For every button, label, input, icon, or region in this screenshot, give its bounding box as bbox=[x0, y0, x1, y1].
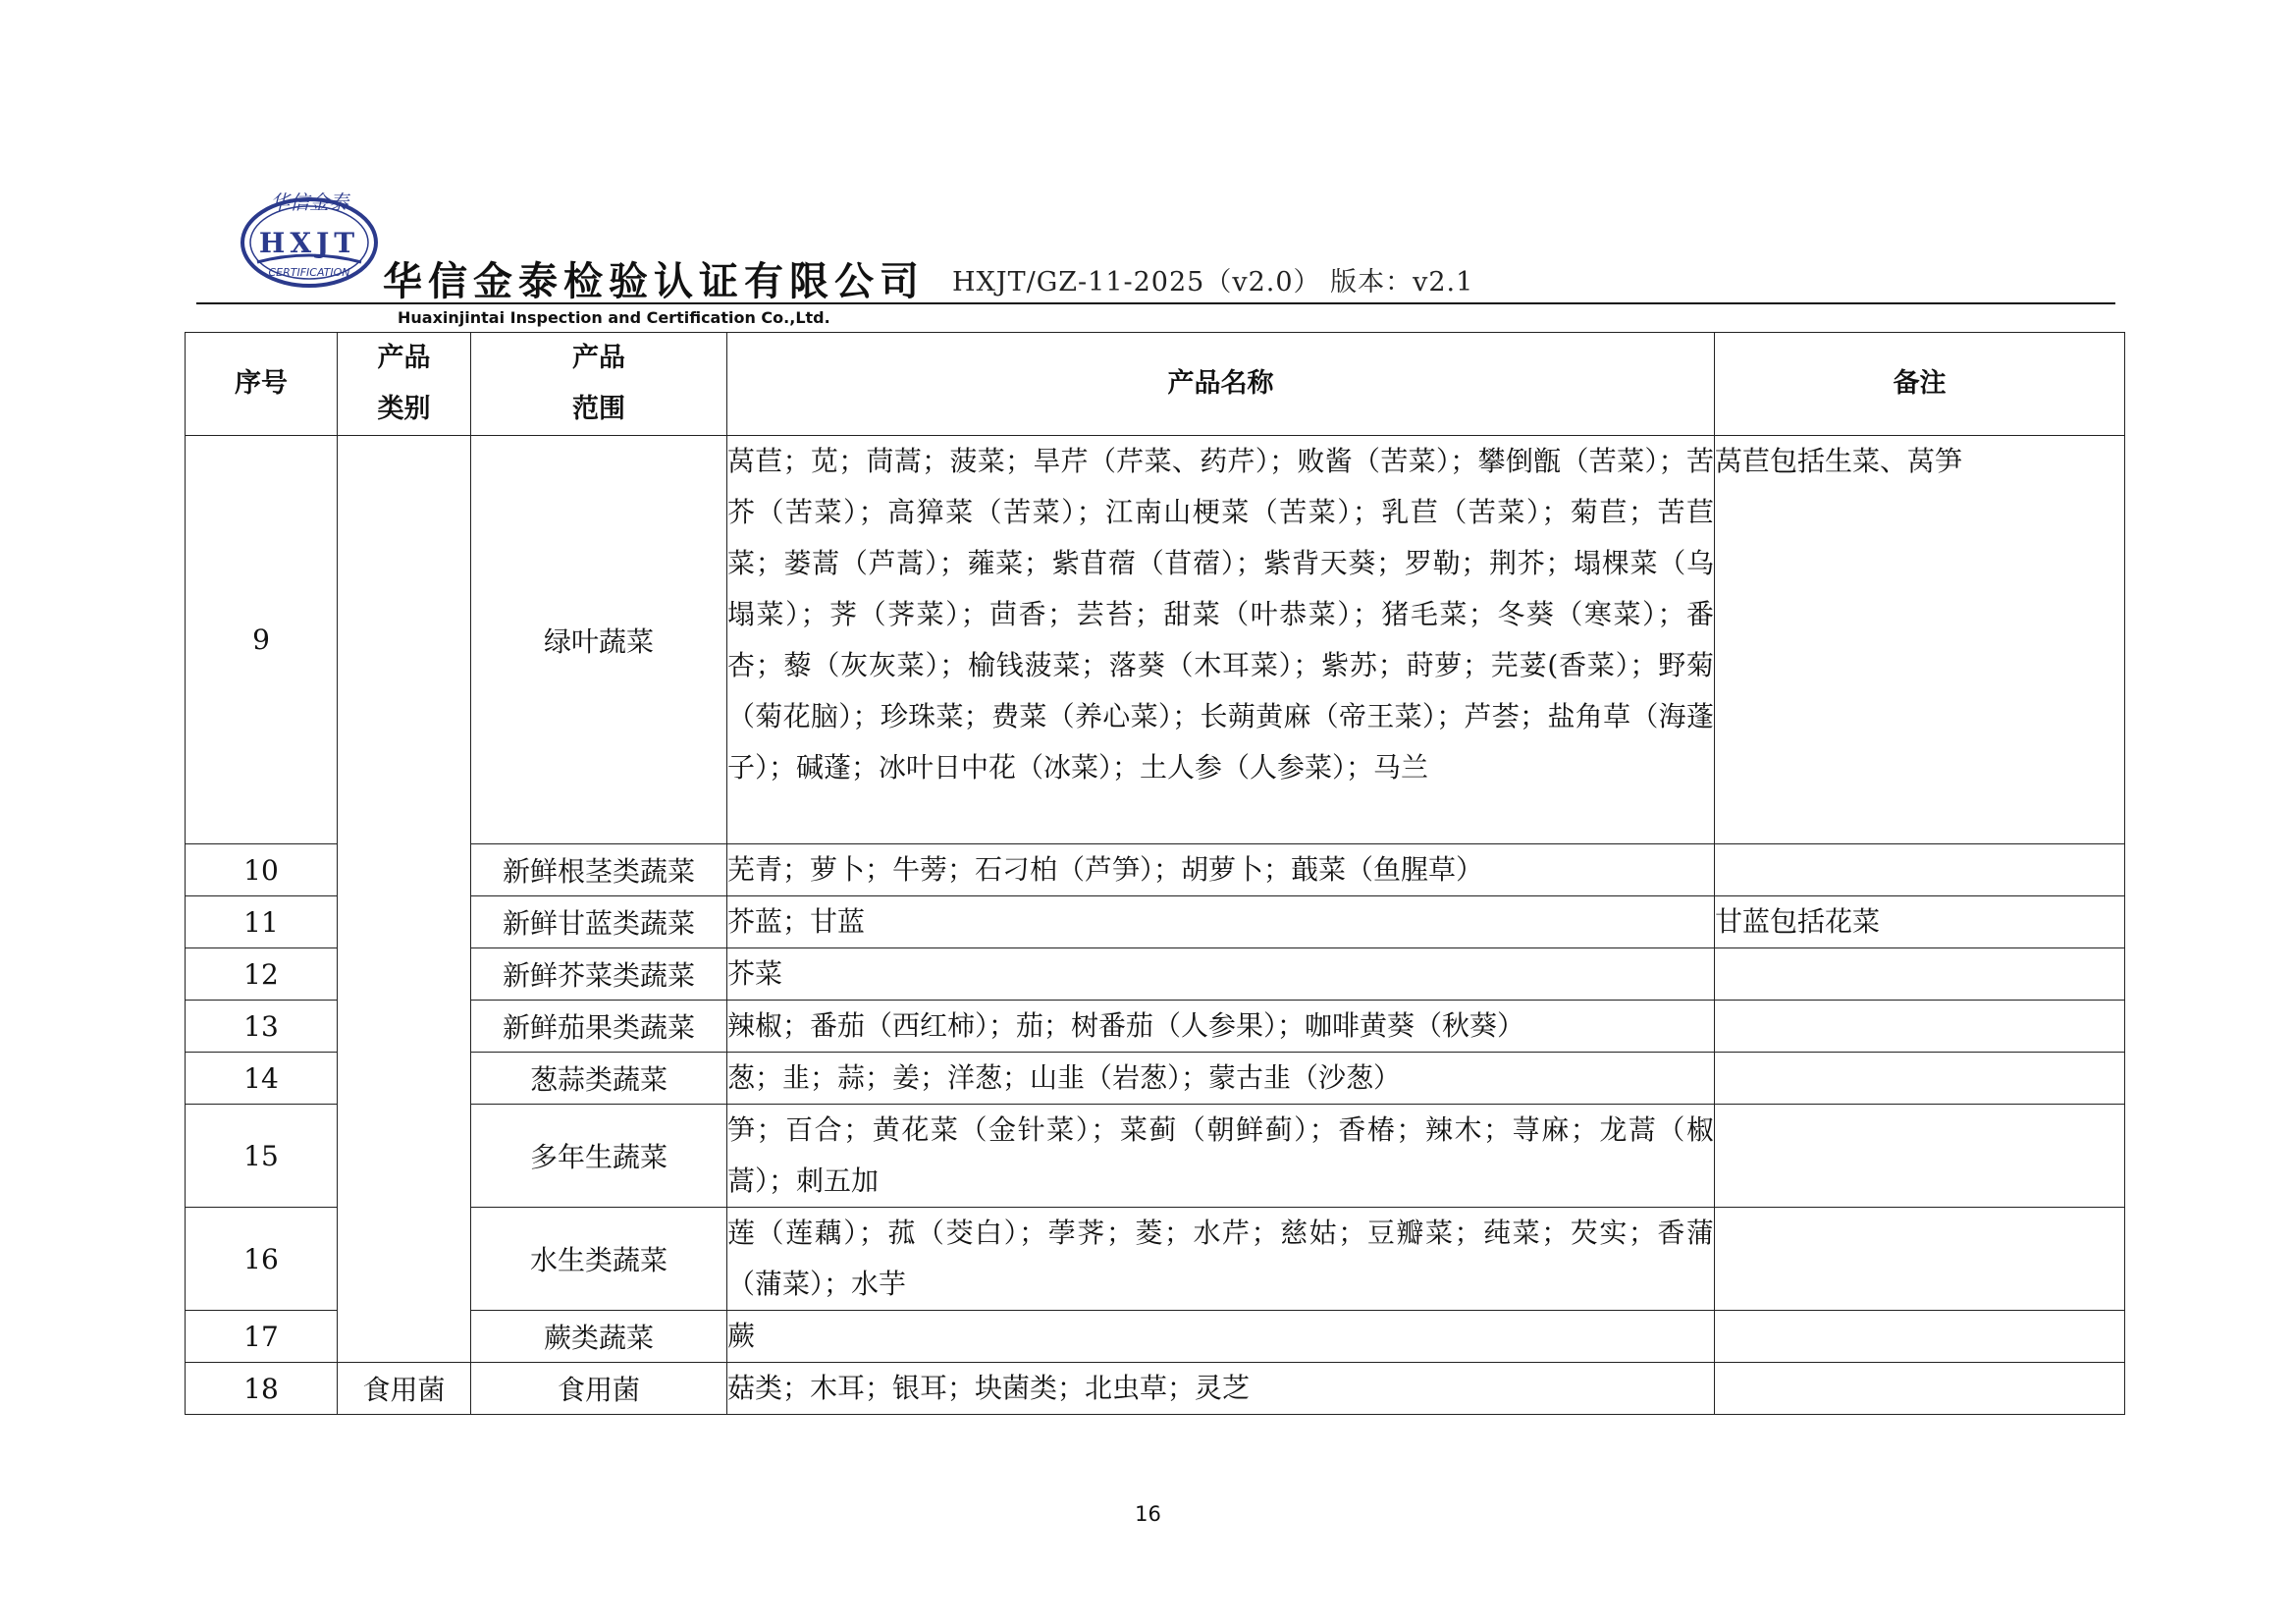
table-row bbox=[186, 948, 2125, 1001]
table-row bbox=[186, 1363, 2125, 1415]
company-name-en: Huaxinjintai Inspection and Certification Co.,Ltd. bbox=[398, 308, 830, 327]
row-note: 甘蓝包括花菜 bbox=[1715, 896, 2125, 948]
header-rule bbox=[196, 302, 2115, 304]
header-note: 备注 bbox=[1715, 333, 2125, 436]
row-category bbox=[338, 436, 471, 1363]
row-scope: 葱蒜类蔬菜 bbox=[471, 1053, 727, 1105]
table-row bbox=[186, 896, 2125, 948]
hxjt-logo bbox=[236, 182, 383, 290]
row-names: 笋；百合；黄花菜（金针菜）；菜蓟（朝鲜蓟）；香椿；辣木；荨麻；龙蒿（椒蒿）；刺五加 bbox=[727, 1105, 1715, 1208]
row-names: 莲（莲藕）；菰（茭白）；荸荠；菱；水芹；慈姑；豆瓣菜；莼菜；芡实；香蒲（蒲菜）；水芋 bbox=[727, 1208, 1715, 1311]
row-note bbox=[1715, 1053, 2125, 1105]
header-category bbox=[338, 333, 471, 436]
row-names: 蕨 bbox=[727, 1311, 1715, 1363]
row-index: 15 bbox=[186, 1105, 338, 1208]
logo-ring-text: CERTIFICATION bbox=[268, 266, 350, 279]
row-scope: 新鲜甘蓝类蔬菜 bbox=[471, 896, 727, 948]
header-scope-line2: 范围 bbox=[572, 394, 625, 424]
row-scope: 新鲜根茎类蔬菜 bbox=[471, 844, 727, 896]
header-names: 产品名称 bbox=[727, 333, 1715, 436]
table-row bbox=[186, 1105, 2125, 1208]
row-note bbox=[1715, 1208, 2125, 1311]
product-table bbox=[185, 332, 2125, 1415]
row-names: 葱；韭；蒜；姜；洋葱；山韭（岩葱）；蒙古韭（沙葱） bbox=[727, 1053, 1715, 1105]
table-row bbox=[186, 1053, 2125, 1105]
document-code: HXJT/GZ-11-2025（v2.0） 版本：v2.1 bbox=[952, 267, 1474, 298]
row-names: 莴苣；苋；茼蒿；菠菜；旱芹（芹菜、药芹）；败酱（苦菜）；攀倒甑（苦菜）；苦芥（苦菜）；高獐菜（苦菜）；江南山梗菜（苦菜）；乳苣（苦菜）；菊苣；苦苣菜；蒌蒿（芦蒿）；蕹菜；紫苜蓿（苜蓿）；紫背天葵；罗勒；荆芥；塌棵菜（乌塌菜）；荠（荠菜）；茴香；芸苔；甜菜（叶恭菜）；猪毛菜；冬葵（寒菜）；番杏；藜（灰灰菜）；榆钱菠菜；落葵（木耳菜）；紫苏；莳萝；芫荽(香菜）；野菊（菊花脑）；珍珠菜；费菜（养心菜）；长蒴黄麻（帝王菜）；芦荟；盐角草（海蓬子）；碱蓬；冰叶日中花（冰菜）；土人参（人参菜）；马兰 bbox=[727, 436, 1715, 844]
row-names: 芥菜 bbox=[727, 948, 1715, 1001]
row-scope: 新鲜芥菜类蔬菜 bbox=[471, 948, 727, 1001]
header-scope-line1: 产品 bbox=[572, 343, 625, 373]
row-note bbox=[1715, 1001, 2125, 1053]
row-note bbox=[1715, 948, 2125, 1001]
page-header bbox=[196, 182, 2115, 329]
row-index: 11 bbox=[186, 896, 338, 948]
header-index: 序号 bbox=[186, 333, 338, 436]
row-note bbox=[1715, 1105, 2125, 1208]
table-row bbox=[186, 436, 2125, 844]
row-note bbox=[1715, 1311, 2125, 1363]
row-index: 18 bbox=[186, 1363, 338, 1415]
row-scope: 水生类蔬菜 bbox=[471, 1208, 727, 1311]
table-header-row bbox=[186, 333, 2125, 436]
row-category: 食用菌 bbox=[338, 1363, 471, 1415]
row-index: 17 bbox=[186, 1311, 338, 1363]
company-name-cn: 华信金泰检验认证有限公司 bbox=[383, 259, 925, 304]
table-row bbox=[186, 1311, 2125, 1363]
row-note bbox=[1715, 844, 2125, 896]
row-scope: 绿叶蔬菜 bbox=[471, 436, 727, 844]
logo-arc-text: 华信金泰 bbox=[270, 190, 348, 214]
row-note bbox=[1715, 1363, 2125, 1415]
row-scope: 多年生蔬菜 bbox=[471, 1105, 727, 1208]
row-names: 辣椒；番茄（西红柿）；茄；树番茄（人参果）；咖啡黄葵（秋葵） bbox=[727, 1001, 1715, 1053]
row-names: 菇类；木耳；银耳；块菌类；北虫草；灵芝 bbox=[727, 1363, 1715, 1415]
row-scope: 新鲜茄果类蔬菜 bbox=[471, 1001, 727, 1053]
table-row bbox=[186, 1001, 2125, 1053]
row-note: 莴苣包括生菜、莴笋 bbox=[1715, 436, 2125, 844]
row-scope: 蕨类蔬菜 bbox=[471, 1311, 727, 1363]
row-index: 10 bbox=[186, 844, 338, 896]
row-index: 13 bbox=[186, 1001, 338, 1053]
header-scope bbox=[471, 333, 727, 436]
row-scope: 食用菌 bbox=[471, 1363, 727, 1415]
row-names: 芜青；萝卜；牛蒡；石刁柏（芦笋）；胡萝卜；蕺菜（鱼腥草） bbox=[727, 844, 1715, 896]
logo-initials: HXJT bbox=[258, 227, 360, 259]
table-row bbox=[186, 1208, 2125, 1311]
row-names: 芥蓝；甘蓝 bbox=[727, 896, 1715, 948]
header-category-line1: 产品 bbox=[377, 343, 431, 373]
page-number: 16 bbox=[1135, 1502, 1161, 1526]
header-category-line2: 类别 bbox=[377, 394, 431, 424]
row-index: 9 bbox=[186, 436, 338, 844]
table-row bbox=[186, 844, 2125, 896]
row-index: 12 bbox=[186, 948, 338, 1001]
row-index: 14 bbox=[186, 1053, 338, 1105]
row-index: 16 bbox=[186, 1208, 338, 1311]
